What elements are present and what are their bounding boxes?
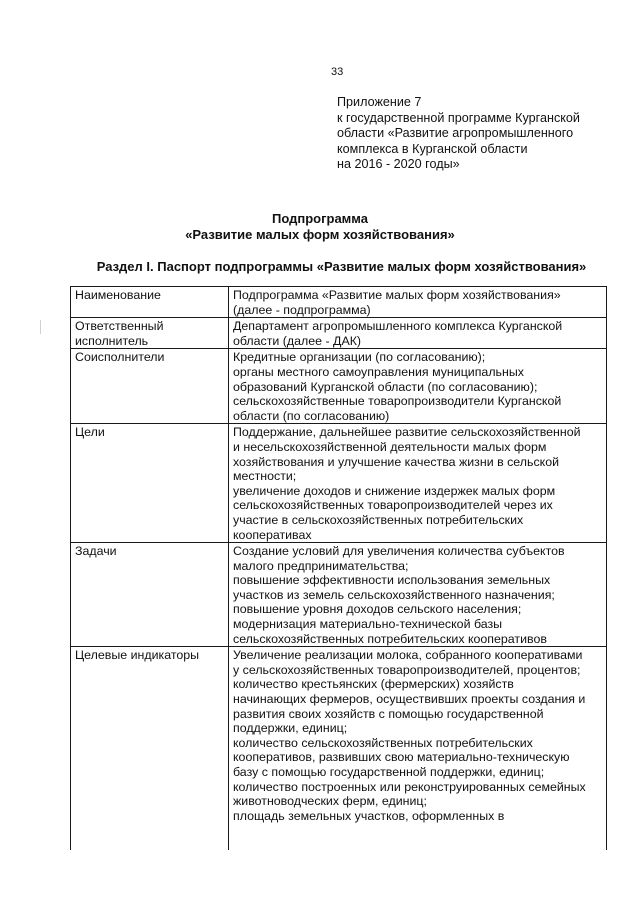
value-line: повышение эффективности использования земельных [233, 573, 551, 588]
value-line: количество крестьянских (фермерских) хозяйств [233, 677, 514, 692]
table-row [71, 318, 607, 349]
value-line: площадь земельных участков, оформленных в [233, 808, 505, 823]
row-value [229, 349, 607, 424]
label-line: Ответственный [75, 319, 164, 334]
value-line: Создание условий для увеличения количества субъектов [233, 544, 565, 559]
subprogram-title: Подпрограмма [272, 211, 368, 226]
value-line: области (по согласованию) [233, 408, 390, 423]
value-line: участие в сельскохозяйственных потребительских [233, 512, 524, 527]
subprogram-heading [0, 211, 640, 243]
row-value [229, 287, 607, 318]
value-line: образований Курганской области (по согласованию); [233, 379, 538, 394]
value-line: хозяйствования и улучшение качества жизни в сельской [233, 454, 560, 469]
value-line: Увеличение реализации молока, собранного кооперативами [233, 648, 583, 663]
label-line: Соисполнители [75, 350, 165, 365]
row-label [71, 424, 229, 543]
value-line: Департамент агропромышленного комплекса Курганской [233, 319, 563, 334]
appendix-line: к государственной программе Курганской [337, 110, 580, 125]
value-line: модернизация материально-технической базы [233, 617, 503, 632]
value-line: и несельскохозяйственной деятельности малых форм [233, 439, 547, 454]
label-line: Задачи [75, 544, 117, 559]
value-line: поддержки, единиц; [233, 721, 348, 736]
label-line: Целевые индикаторы [75, 648, 200, 663]
row-value [229, 647, 607, 851]
row-value [229, 543, 607, 647]
value-line: Подпрограмма «Развитие малых форм хозяйствования» [233, 288, 561, 302]
value-line: сельскохозяйственных потребительских кооперативов [233, 631, 547, 646]
value-line: участков из земель сельскохозяйственного назначения; [233, 587, 555, 602]
value-line: (далее - подпрограмма) [233, 302, 371, 317]
table-row [71, 647, 607, 851]
table-row [71, 543, 607, 647]
page-number: 33 [331, 66, 344, 78]
row-label [71, 287, 229, 318]
table-row [71, 424, 607, 543]
value-line: базу с помощью государственной поддержки, единиц; [233, 765, 545, 779]
value-line: увеличение доходов и снижение издержек малых форм [233, 483, 556, 498]
value-line: у сельскохозяйственных товаропроизводителей, процентов; [233, 662, 581, 677]
value-line: кооперативов, развивших свою материально-техническую [233, 750, 570, 765]
value-line: развития своих хозяйств с помощью государственной [233, 706, 544, 721]
value-line: малого предпринимательства; [233, 558, 409, 573]
value-line: местности; [233, 469, 297, 484]
appendix-line: комплекса в Курганской области [337, 141, 528, 156]
value-line: повышение уровня доходов сельского населения; [233, 602, 522, 617]
value-line: начинающих фермеров, осуществивших проекты создания и [233, 692, 586, 707]
value-line: количество сельскохозяйственных потребительских [233, 735, 533, 750]
label-line: Наименование [75, 288, 161, 302]
value-line: сельскохозяйственных товаропроизводителей через их [233, 498, 553, 513]
section-heading: Раздел I. Паспорт подпрограммы «Развитие малых форм хозяйствования» [96, 259, 587, 274]
row-label [71, 349, 229, 424]
value-line: кооперативах [233, 527, 312, 542]
label-line: Цели [75, 425, 105, 440]
value-line: количество построенных или реконструированных семейных [233, 779, 586, 794]
row-value [229, 318, 607, 349]
row-label [71, 318, 229, 349]
value-line: животноводческих ферм, единиц; [233, 794, 427, 809]
row-value [229, 424, 607, 543]
appendix-line: области «Развитие агропромышленного [337, 126, 574, 140]
appendix-line: Приложение 7 [337, 95, 422, 109]
margin-mark [40, 320, 41, 334]
appendix-line: на 2016 - 2020 годы» [337, 157, 460, 171]
subprogram-subtitle: «Развитие малых форм хозяйствования» [185, 227, 455, 242]
row-label [71, 647, 229, 851]
value-line: Поддержание, дальнейшее развитие сельскохозяйственной [233, 425, 581, 440]
value-line: области (далее - ДАК) [233, 333, 362, 348]
label-line: исполнитель [75, 333, 149, 348]
table-row [71, 349, 607, 424]
row-label [71, 543, 229, 647]
table-row [71, 287, 607, 318]
value-line: Кредитные организации (по согласованию); [233, 350, 486, 365]
appendix-note [337, 95, 617, 173]
value-line: сельскохозяйственные товаропроизводители Курганской [233, 394, 562, 409]
value-line: органы местного самоуправления муниципальных [233, 364, 524, 379]
passport-table [70, 286, 607, 850]
